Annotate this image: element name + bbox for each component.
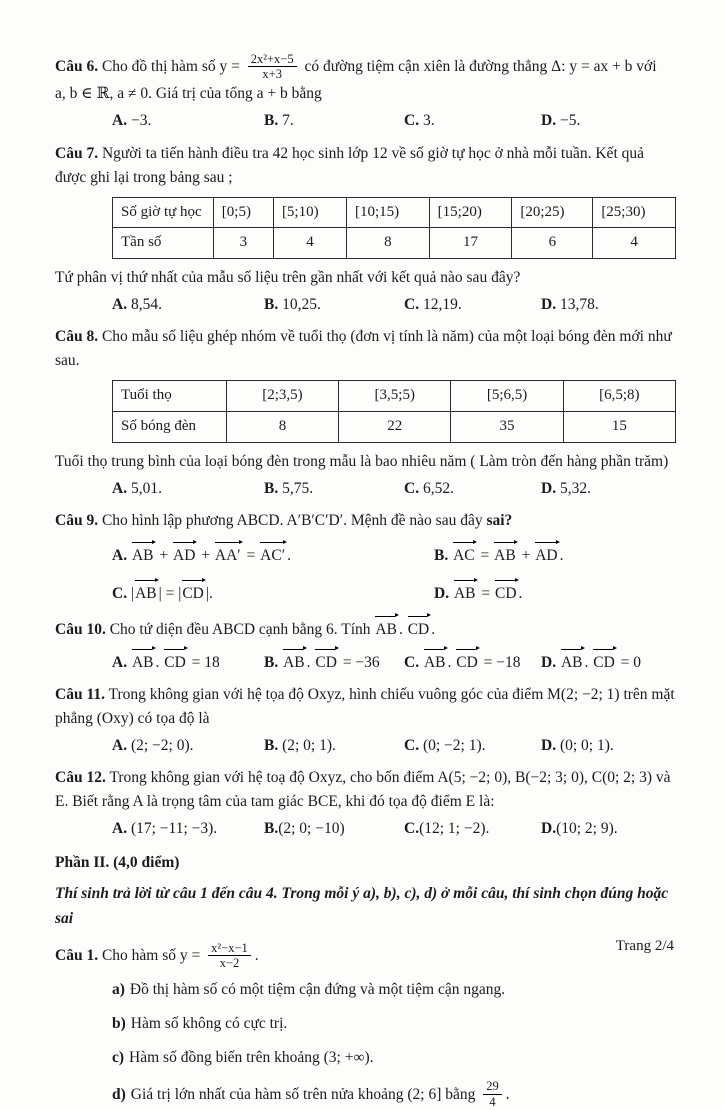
option-letter: C. <box>404 112 420 130</box>
option-text: AB . CD = −36 <box>282 654 380 671</box>
table-cell: [15;20) <box>429 197 512 228</box>
table-cell: 8 <box>347 228 430 259</box>
option-text: AB . CD = 18 <box>131 654 220 671</box>
fraction-numerator: 29 <box>483 1079 502 1094</box>
page-number: Trang 2/4 <box>615 938 674 954</box>
table-cell: [6,5;8) <box>563 381 675 412</box>
question-text: Cho đồ thị hàm số y = <box>101 58 240 75</box>
option-text: (2; 0; 1). <box>282 736 336 754</box>
option-text: (12; 1; −2). <box>419 820 490 838</box>
vector-notation: AA′ <box>214 541 243 567</box>
question-10 <box>55 615 676 674</box>
fraction <box>483 1079 502 1109</box>
option-letter: C. <box>404 736 420 754</box>
q8-lifespan-table <box>112 380 676 443</box>
question-label: Câu 8. <box>55 328 99 346</box>
fraction <box>208 941 251 971</box>
option-letter: D. <box>541 112 557 130</box>
vector-notation: CD <box>314 648 339 674</box>
question-text-line2: a, b ∈ ℝ, a ≠ 0. Giá trị của tổng a + b bằng <box>55 85 322 103</box>
option-c <box>404 109 541 132</box>
option-text: (10; 2; 9). <box>556 820 618 838</box>
vector-notation: AC <box>452 541 477 567</box>
option-b <box>264 817 404 840</box>
option-b <box>434 541 676 567</box>
question-text: Cho hàm số y = <box>101 947 201 965</box>
option-letter: A. <box>112 479 128 497</box>
vector-notation: AB <box>134 579 159 605</box>
q7-frequency-table <box>112 197 676 260</box>
item-label: c) <box>112 1048 125 1066</box>
option-text: 5,32. <box>559 479 591 497</box>
question-10-statement <box>55 615 676 642</box>
question-text: Người ta tiến hành điều tra 42 học sinh lớp 12 về số giờ tự học ở nhà mỗi tuần. Kết quả được ghi lại trong bảng sau ; <box>55 144 644 186</box>
table-cell: 6 <box>512 228 593 259</box>
option-letter: A. <box>112 820 128 838</box>
item-label: d) <box>112 1085 126 1103</box>
option-text: AB = CD . <box>453 585 522 602</box>
item-label: b) <box>112 1014 126 1032</box>
option-d <box>541 477 676 500</box>
table-row <box>113 381 676 412</box>
option-c <box>404 648 541 674</box>
item-text: . <box>505 1085 510 1103</box>
table-cell: 4 <box>593 228 676 259</box>
item-c <box>112 1046 676 1070</box>
vector-notation: AC′ <box>259 541 287 567</box>
option-letter: A. <box>112 547 128 565</box>
option-letter: B. <box>264 820 279 838</box>
option-c <box>404 293 541 316</box>
option-d <box>541 648 676 674</box>
item-text: Giá trị lớn nhất của hàm số trên nửa khoảng (2; 6] bằng <box>130 1085 476 1103</box>
option-c <box>404 734 541 757</box>
fraction-numerator: x²−x−1 <box>208 941 251 956</box>
vector-notation: CD <box>163 648 188 674</box>
vector-notation: AB <box>131 648 156 674</box>
option-text: AB + AD + AA′ = AC′ . <box>131 547 291 564</box>
vector-notation: CD <box>181 579 206 605</box>
option-text: |AB | = |CD |. <box>131 585 213 602</box>
vector-notation: CD <box>455 648 480 674</box>
question-11 <box>55 683 676 757</box>
option-text: 3. <box>422 112 435 130</box>
answer-options <box>112 734 676 757</box>
vector-notation: AD <box>172 541 197 567</box>
question-label: Câu 9. <box>55 512 99 530</box>
answer-options <box>112 817 676 840</box>
option-letter: B. <box>264 653 279 671</box>
question-12 <box>55 766 676 840</box>
option-letter: A. <box>112 653 128 671</box>
option-letter: B. <box>434 547 449 565</box>
option-text: (2; 0; −10) <box>278 820 345 838</box>
question-11-statement <box>55 683 676 731</box>
option-letter: B. <box>264 296 279 314</box>
option-text: 13,78. <box>559 296 599 314</box>
option-text: AB . CD = 0 <box>560 654 641 671</box>
question-label: Câu 1. <box>55 947 99 965</box>
table-cell: 15 <box>563 412 675 443</box>
table-row <box>113 228 676 259</box>
answer-options <box>112 648 676 674</box>
table-row <box>113 197 676 228</box>
option-text: 5,01. <box>130 479 162 497</box>
question-label: Câu 12. <box>55 769 106 787</box>
question-7 <box>55 142 676 317</box>
item-d <box>112 1080 676 1110</box>
option-text: −5. <box>559 112 581 130</box>
vector-notation: AB <box>453 579 478 605</box>
option-a <box>112 648 264 674</box>
option-text: 12,19. <box>422 296 462 314</box>
option-letter: D. <box>541 736 557 754</box>
question-text: Cho mẫu số liệu ghép nhóm về tuổi thọ (đơn vị tính là năm) của một loại bóng đèn mới như sau. <box>55 328 672 370</box>
fraction-denominator: 4 <box>489 1094 496 1109</box>
table-cell: 3 <box>213 228 273 259</box>
table-cell: [3,5;5) <box>339 381 451 412</box>
vector-notation: AB <box>374 615 399 642</box>
option-b <box>264 734 404 757</box>
option-letter: B. <box>264 112 279 130</box>
option-text: (17; −11; −3). <box>130 820 218 838</box>
option-letter: A. <box>112 296 128 314</box>
question-text: . <box>254 947 259 965</box>
vector-notation: AD <box>534 541 559 567</box>
option-text: (2; −2; 0). <box>130 736 194 754</box>
fraction-numerator: 2x²+x−5 <box>248 52 297 67</box>
item-label: a) <box>112 980 125 998</box>
question-label: Câu 6. <box>55 58 99 75</box>
question-text: Cho tứ diện đều ABCD cạnh bằng 6. Tính AB . CD . <box>110 621 435 638</box>
question-keyword: sai? <box>486 512 513 530</box>
question-statement <box>55 941 676 971</box>
option-text: 7. <box>282 112 294 130</box>
question-7-statement <box>55 142 676 190</box>
option-d <box>541 734 676 757</box>
option-letter: D. <box>541 296 557 314</box>
question-9 <box>55 509 676 606</box>
option-letter: D. <box>541 820 557 838</box>
question-12-statement <box>55 766 676 814</box>
option-a <box>112 541 434 567</box>
option-letter: C. <box>404 296 420 314</box>
statement-items <box>112 978 676 1110</box>
item-text: Hàm số không có cực trị. <box>130 1014 288 1032</box>
question-label: Câu 7. <box>55 144 99 162</box>
option-a <box>112 293 264 316</box>
option-c <box>404 817 541 840</box>
table-header-cell: Tần số <box>113 228 214 259</box>
option-letter: A. <box>112 112 128 130</box>
table-header-cell: Số giờ tự học <box>113 197 214 228</box>
answer-options <box>112 109 676 132</box>
question-8 <box>55 325 676 500</box>
option-letter: D. <box>541 653 557 671</box>
option-letter: D. <box>434 585 450 603</box>
vector-notation: CD <box>494 579 519 605</box>
table-cell: 22 <box>339 412 451 443</box>
vector-notation: CD <box>592 648 617 674</box>
option-text: −3. <box>130 112 152 130</box>
table-header-cell: Số bóng đèn <box>113 412 227 443</box>
option-a <box>112 109 264 132</box>
option-a <box>112 817 264 840</box>
vector-notation: AB <box>131 541 156 567</box>
option-letter: B. <box>264 736 279 754</box>
vector-notation: AB <box>282 648 307 674</box>
table-cell: 8 <box>226 412 338 443</box>
option-letter: D. <box>541 479 557 497</box>
option-text: 6,52. <box>422 479 454 497</box>
question-6 <box>55 52 676 133</box>
table-cell: [5;10) <box>273 197 346 228</box>
option-letter: C. <box>404 653 420 671</box>
answer-options <box>112 477 676 500</box>
option-text: 8,54. <box>130 296 162 314</box>
question-9-statement <box>55 509 676 533</box>
question-text: Trong không gian với hệ toạ độ Oxyz, cho bốn điểm A(5; −2; 0), B(−2; 3; 0), C(0; 2; 3) và E. Biết rằng A là trọng tâm của tam giác BCE, khi đó tọa độ điểm E là: <box>55 769 671 811</box>
table-cell: [0;5) <box>213 197 273 228</box>
option-text: AB . CD = −18 <box>423 654 521 671</box>
option-letter: B. <box>264 479 279 497</box>
question-label: Câu 10. <box>55 620 106 638</box>
option-text: AC = AB + AD . <box>452 547 563 564</box>
option-a <box>112 477 264 500</box>
item-text: Đồ thị hàm số có một tiệm cận đứng và một tiệm cận ngang. <box>129 980 506 998</box>
option-text: (0; −2; 1). <box>422 736 486 754</box>
option-d <box>541 293 676 316</box>
option-text: (0; 0; 1). <box>559 736 614 754</box>
fraction <box>248 52 297 82</box>
table-cell: [25;30) <box>593 197 676 228</box>
fraction-denominator: x+3 <box>262 66 282 81</box>
item-text: Hàm số đồng biến trên khoảng (3; +∞). <box>129 1048 374 1066</box>
item-a <box>112 978 676 1002</box>
fraction-denominator: x−2 <box>219 956 240 971</box>
option-text: 10,25. <box>282 296 321 314</box>
option-b <box>264 293 404 316</box>
option-d <box>541 109 676 132</box>
option-text: 5,75. <box>282 479 314 497</box>
question-text: Tuổi thọ trung bình của loại bóng đèn trong mẫu là bao nhiêu năm ( Làm tròn đến hàng phần trăm) <box>55 452 669 470</box>
table-row <box>113 412 676 443</box>
answer-options <box>112 541 676 606</box>
table-cell: 35 <box>451 412 563 443</box>
option-d <box>434 579 676 605</box>
option-b <box>264 648 404 674</box>
table-cell: 17 <box>429 228 512 259</box>
question-text: Tứ phân vị thứ nhất của mẫu số liệu trên gần nhất với kết quả nào sau đây? <box>55 269 521 287</box>
vector-notation: AB <box>423 648 448 674</box>
option-c <box>112 579 434 605</box>
option-c <box>404 477 541 500</box>
question-text: Cho hình lập phương ABCD. A′B′C′D′. Mệnh đề nào sau đây <box>101 512 483 530</box>
option-d <box>541 817 676 840</box>
table-cell: [5;6,5) <box>451 381 563 412</box>
vector-notation: AB <box>560 648 585 674</box>
vector-notation: AB <box>493 541 518 567</box>
vector-notation: CD <box>407 615 432 642</box>
option-letter: C. <box>404 820 420 838</box>
answer-options <box>112 293 676 316</box>
part2-header: Phần II. (4,0 điểm) <box>55 853 180 871</box>
option-letter: C. <box>112 585 128 603</box>
table-cell: [2;3,5) <box>226 381 338 412</box>
option-a <box>112 734 264 757</box>
option-letter: C. <box>404 479 420 497</box>
question-8-statement <box>55 325 676 373</box>
table-cell: [20;25) <box>512 197 593 228</box>
table-cell: 4 <box>273 228 346 259</box>
option-b <box>264 109 404 132</box>
option-letter: A. <box>112 736 128 754</box>
option-b <box>264 477 404 500</box>
table-cell: [10;15) <box>347 197 430 228</box>
question-label: Câu 11. <box>55 685 105 703</box>
table-header-cell: Tuổi thọ <box>113 381 227 412</box>
part2-question-1 <box>55 941 676 1110</box>
question-text: có đường tiệm cận xiên là đường thẳng Δ: y = ax + b với <box>304 58 657 75</box>
question-text: Trong không gian với hệ tọa độ Oxyz, hình chiếu vuông góc của điểm M(2; −2; 1) trên mặt phẳng (Oxy) có tọa độ là <box>55 685 675 727</box>
question-6-statement <box>55 52 676 82</box>
part2-instruction: Thí sinh trả lời từ câu 1 đến câu 4. Trong mỗi ý a), b), c), d) ở mỗi câu, thí sinh chọn đúng hoặc sai <box>55 884 669 927</box>
